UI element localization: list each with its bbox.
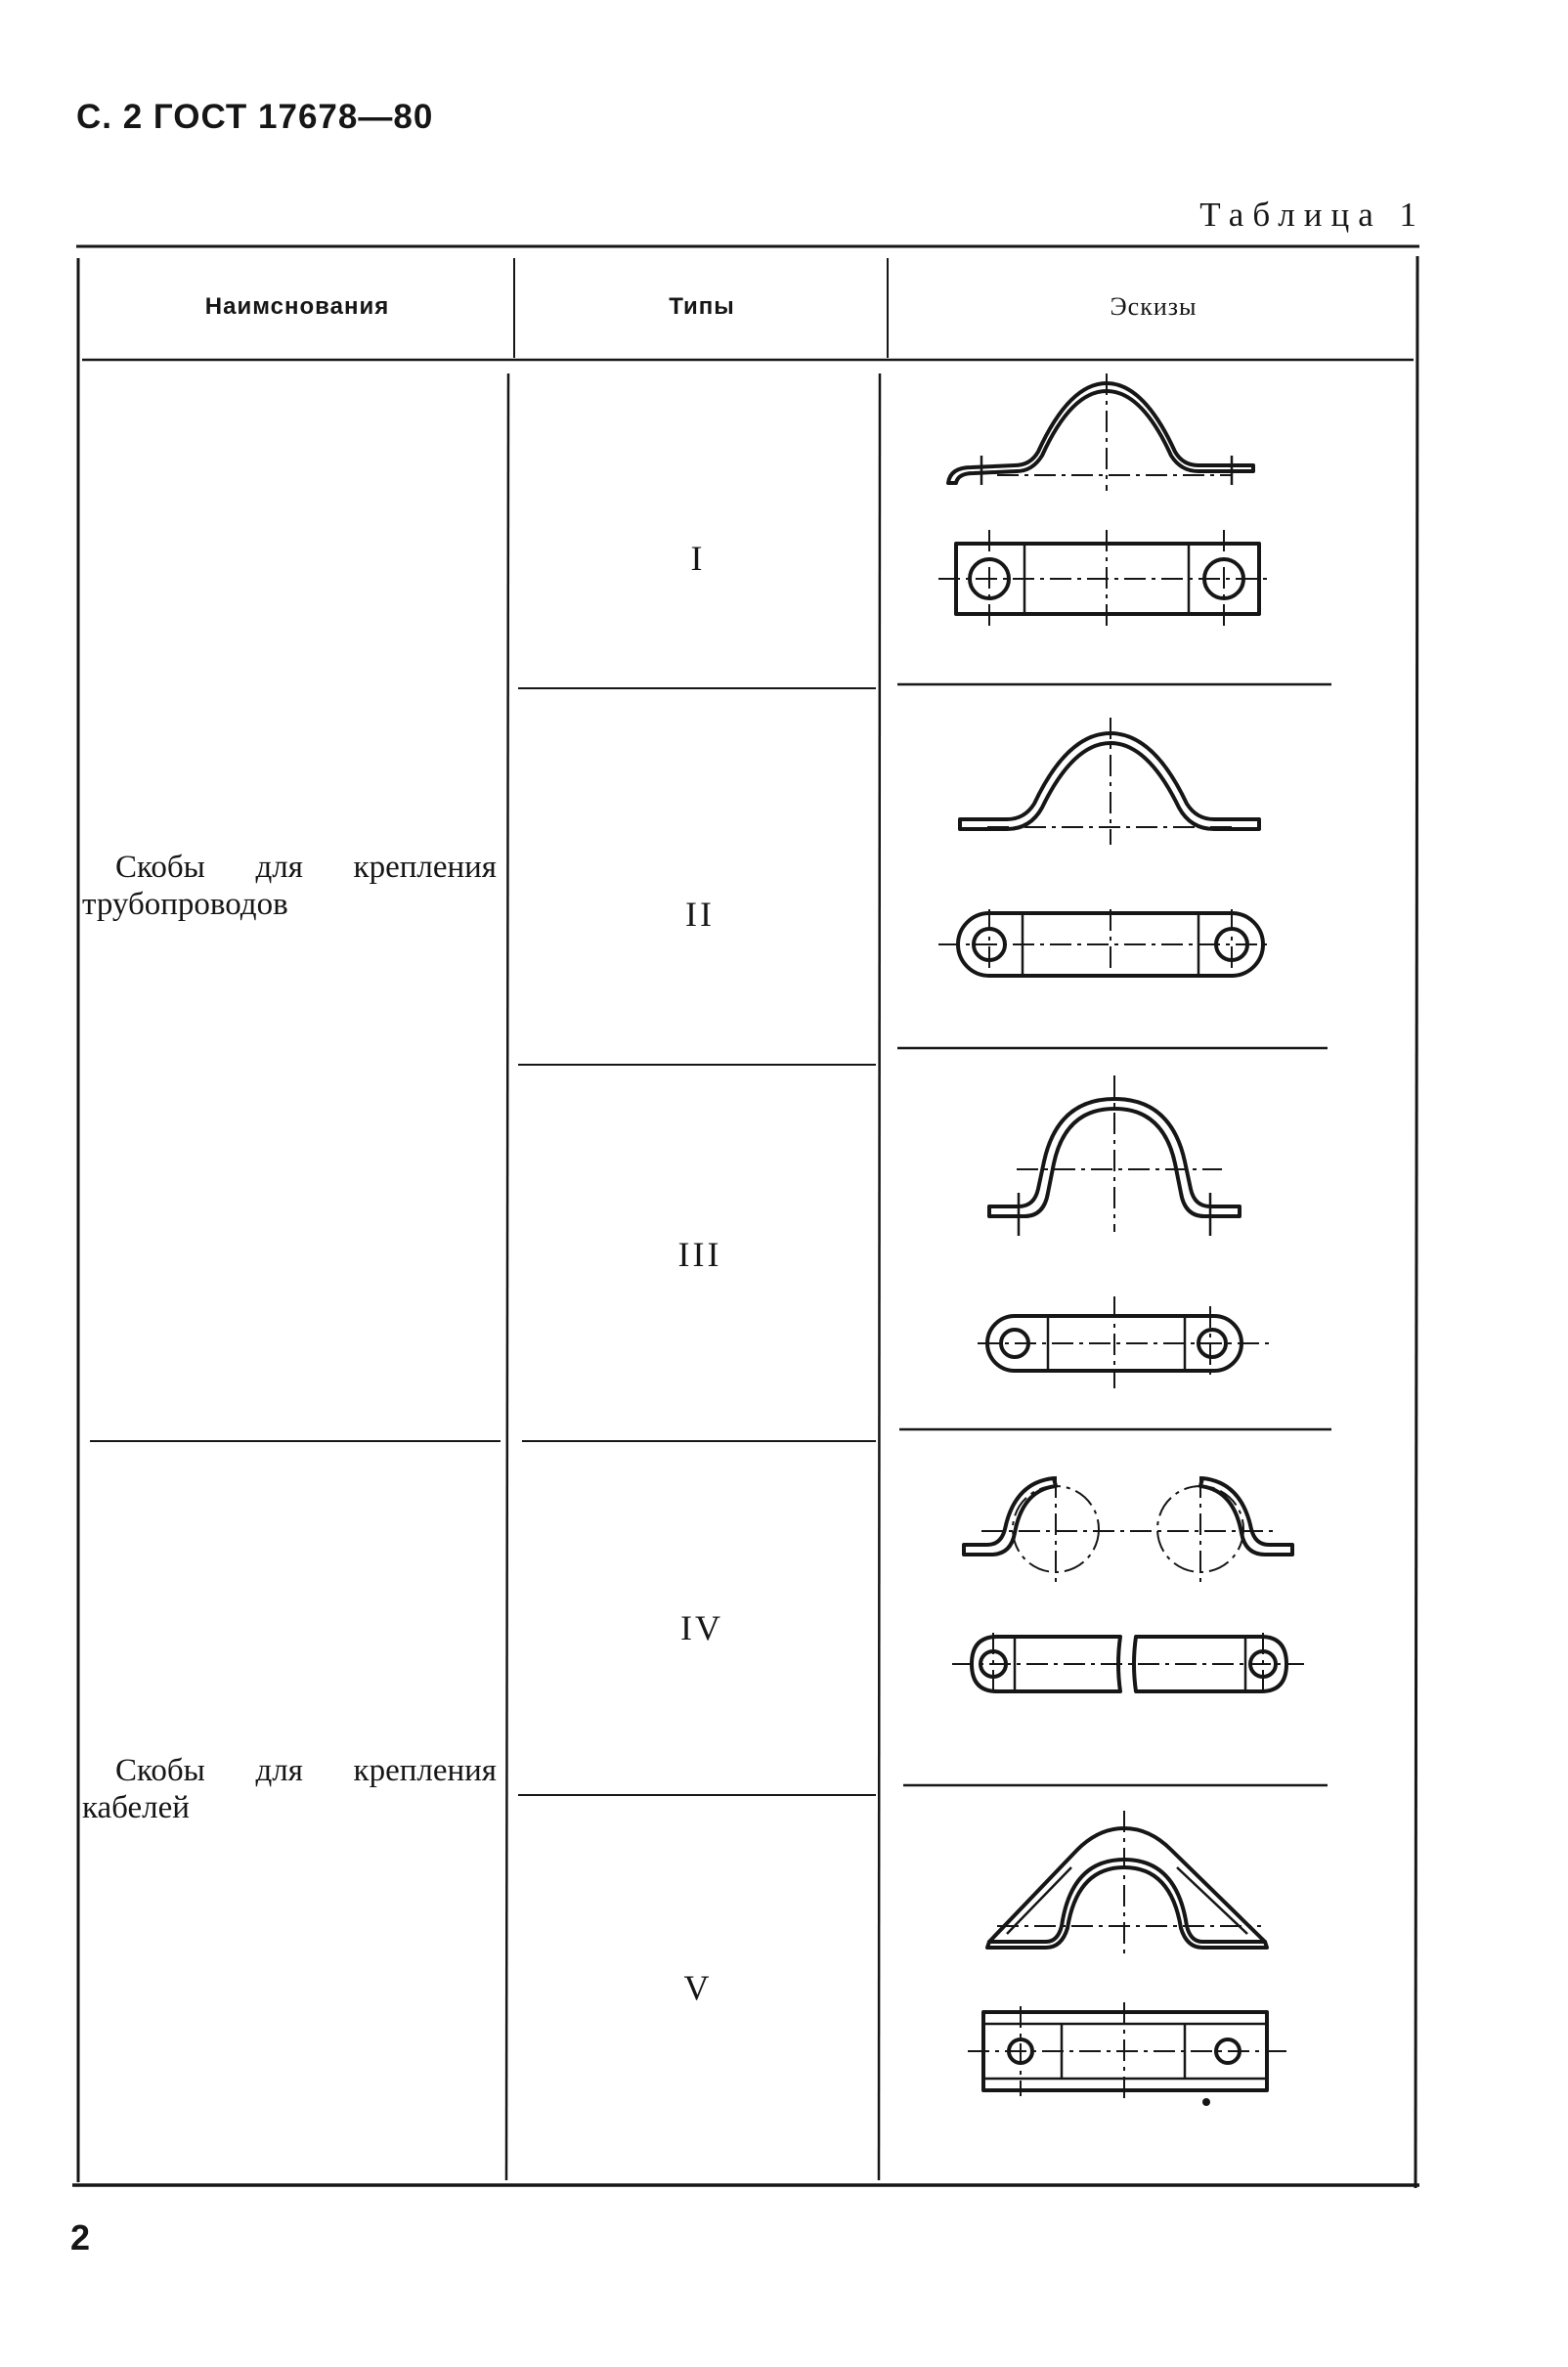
column-header-sketches: Эскизы [1110, 292, 1198, 321]
type-cell-2: II [685, 895, 715, 934]
type-cell-3: III [677, 1235, 722, 1274]
table-caption: Таблица 1 [1199, 196, 1425, 234]
type-cell-5: V [683, 1968, 713, 2007]
document-header: С. 2 ГОСТ 17678—80 [76, 98, 434, 136]
column-header-names: Наимснования [204, 293, 390, 320]
right-border [1416, 256, 1417, 2188]
name-cell-pipe-clamps: Скобы для крепления трубопроводов [82, 850, 497, 922]
column-divider-2 [879, 373, 880, 2180]
column-header-types: Типы [669, 293, 735, 320]
name-cell-cable-clamps: Скобы для крепления кабелей [82, 1753, 497, 1825]
page-number: 2 [70, 2217, 91, 2257]
type-cell-4: IV [680, 1608, 723, 1647]
sketch-type-5 [968, 1811, 1300, 2133]
sketch-type-4 [952, 1461, 1304, 1744]
column-divider-1 [506, 373, 508, 2180]
type-cell-1: I [690, 539, 706, 578]
sketch-type-1 [938, 373, 1271, 637]
sketch-type-3 [978, 1075, 1271, 1408]
sketch-type-2 [938, 718, 1271, 1011]
